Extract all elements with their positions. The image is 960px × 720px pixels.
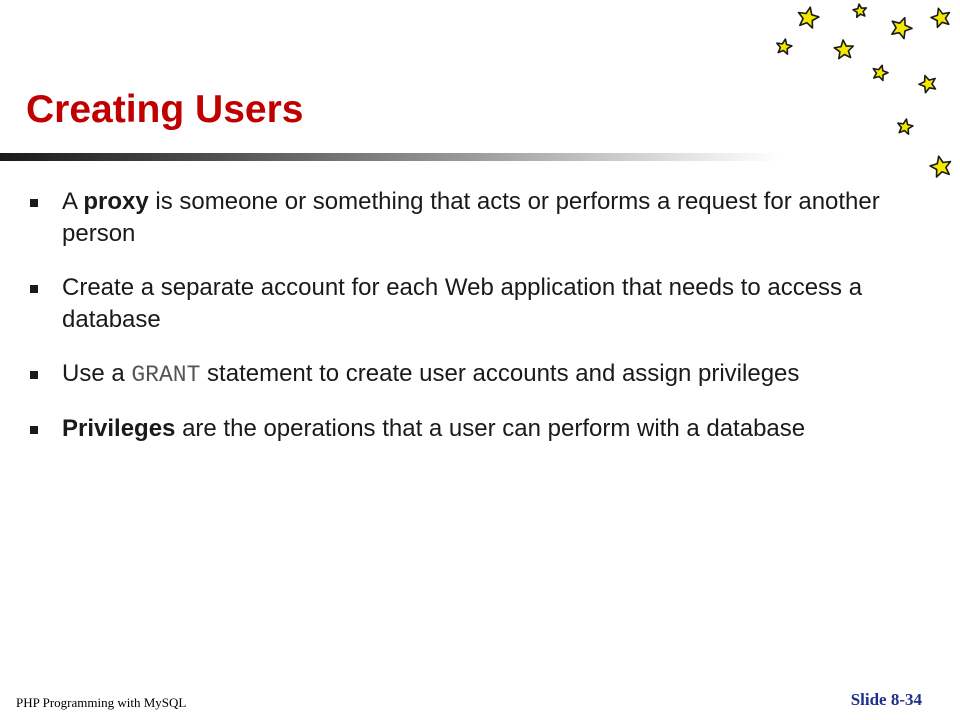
star-icon (799, 7, 819, 28)
footer-slide-number: Slide 8-34 (850, 690, 922, 709)
bullet-list (30, 186, 880, 467)
bullet-item (30, 186, 880, 250)
star-icon (898, 119, 913, 134)
star-icon (853, 4, 866, 17)
title-underline-gradient (0, 153, 780, 161)
bullet-text: is someone or something that acts or performs a request for another person (62, 188, 880, 247)
bullet-marker-icon (30, 285, 38, 293)
bullet-item (30, 358, 880, 391)
bullet-text: statement to create user accounts and assign privileges (200, 360, 800, 387)
star-icon (777, 39, 792, 54)
star-icon (834, 40, 853, 59)
bullet-marker-icon (30, 371, 38, 379)
star-icon (892, 18, 912, 39)
footer-course-title: PHP Programming with MySQL (16, 695, 187, 710)
star-icon (931, 8, 949, 27)
bullet-item (30, 272, 880, 336)
bullet-marker-icon (30, 199, 38, 207)
bold-term: Privileges (62, 415, 176, 442)
bullet-text: Use a (62, 360, 132, 387)
bullet-text: A (62, 188, 84, 215)
code-keyword: GRANT (131, 362, 201, 388)
decorative-stars (760, 0, 960, 190)
bullet-text: Create a separate account for each Web application that needs to access a database (62, 274, 863, 333)
star-icon (919, 76, 936, 93)
bold-term: proxy (83, 188, 149, 215)
slide-title: Creating Users (26, 88, 304, 131)
bullet-marker-icon (30, 426, 38, 434)
bullet-item (30, 413, 880, 445)
star-icon (930, 156, 950, 177)
bullet-text: are the operations that a user can perform with a database (175, 415, 806, 442)
star-icon (873, 65, 888, 80)
